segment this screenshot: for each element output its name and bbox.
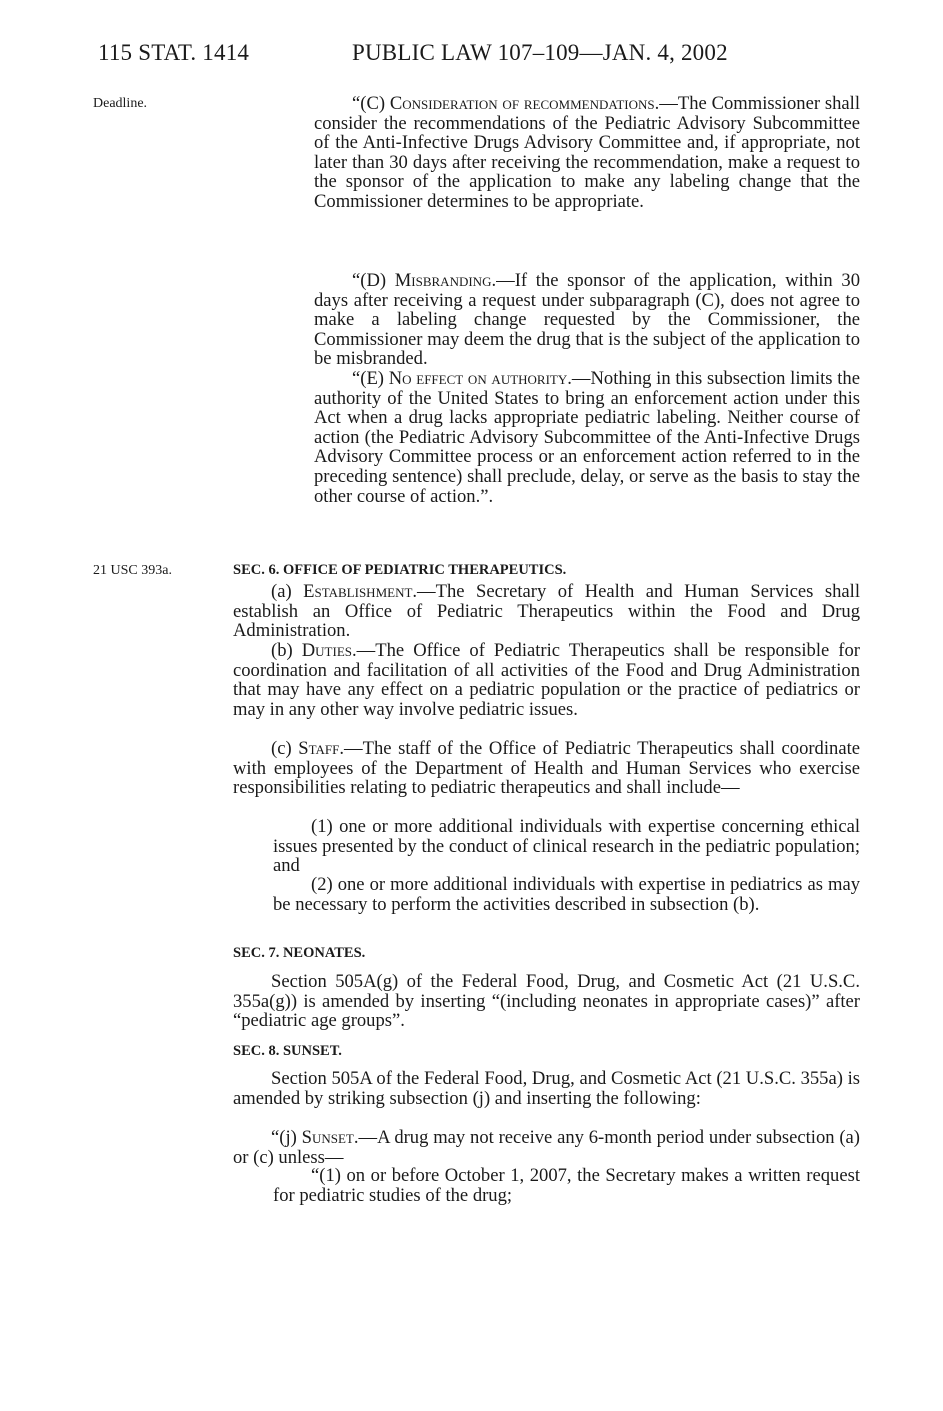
paragraph-c-consideration: “(C) Consideration of recommendations.—The Commissioner shall consider the recommendations of the Pediatric Advisory Subcommittee of the Anti-Infective Drugs Advisory Committee and, if appropriate, not later than 30 days after receiving the recommendation, make a request to the sponsor of the application to make any labeling change that the Commissioner determines to be appropriate.: [314, 93, 860, 212]
sec6-subsection-c: (c) Staff.—The staff of the Office of Pediatric Therapeutics shall coordinate with employees of the Department of Health and Human Services who exercise responsibilities relating to pediatric therapeutics and shall include—: [233, 738, 860, 799]
sec8-subsection-j: “(j) Sunset.—A drug may not receive any 6-month period under subsection (a) or (c) unless—: [233, 1127, 860, 1168]
sec6-c-item-1: (1) one or more additional individuals with expertise concerning ethical issues presented by the conduct of clinical research in the pediatric population; and: [273, 816, 860, 877]
sec6-subsection-a: (a) Establishment.—The Secretary of Health and Human Services shall establish an Office of Pediatric Therapeutics within the Food and Drug Administration.: [233, 581, 860, 642]
sec8-j-item-1: “(1) on or before October 1, 2007, the Secretary makes a written request for pediatric studies of the drug;: [273, 1165, 860, 1206]
section-8-heading: SEC. 8. SUNSET.: [233, 1043, 342, 1059]
page-reference: 115 STAT. 1414: [98, 40, 250, 65]
law-title-header: PUBLIC LAW 107–109—JAN. 4, 2002: [352, 40, 728, 65]
sec6-c-item-2: (2) one or more additional individuals with expertise in pediatrics as may be necessary to perform the activities described in subsection (b).: [273, 874, 860, 915]
sec7-text: Section 505A(g) of the Federal Food, Drug, and Cosmetic Act (21 U.S.C. 355a(g)) is amended by inserting “(including neonates in appropriate cases)” after “pediatric age groups”.: [233, 971, 860, 1032]
section-7-heading: SEC. 7. NEONATES.: [233, 945, 366, 961]
margin-note-usc: 21 USC 393a.: [93, 563, 172, 578]
paragraph-e-no-effect: “(E) No effect on authority.—Nothing in this subsection limits the authority of the United States to bring an enforcement action under this Act when a drug lacks appropriate pediatric labeling. Neither course of action (the Pediatric Advisory Subcommittee of the Anti-Infective Drugs Advisory Committee process or an enforcement action referred to in the preceding sentence) shall preclude, delay, or serve as the basis to stay the other course of action.”.: [314, 368, 860, 507]
sec8-text: Section 505A of the Federal Food, Drug, and Cosmetic Act (21 U.S.C. 355a) is amended by striking subsection (j) and inserting the following:: [233, 1068, 860, 1109]
sec6-subsection-b: (b) Duties.—The Office of Pediatric Therapeutics shall be responsible for coordination and facilitation of all activities of the Food and Drug Administration that may have any effect on a pediatric population or the practice of pediatrics or may in any other way involve pediatric issues.: [233, 640, 860, 720]
margin-note-deadline: Deadline.: [93, 96, 148, 111]
section-6-heading: SEC. 6. OFFICE OF PEDIATRIC THERAPEUTICS.: [233, 562, 567, 578]
paragraph-d-misbranding: “(D) Misbranding.—If the sponsor of the application, within 30 days after receiving a request under subparagraph (C), does not agree to make a labeling change requested by the Commissioner, the Commissioner may deem the drug that is the subject of the application to be misbranded.: [314, 270, 860, 370]
